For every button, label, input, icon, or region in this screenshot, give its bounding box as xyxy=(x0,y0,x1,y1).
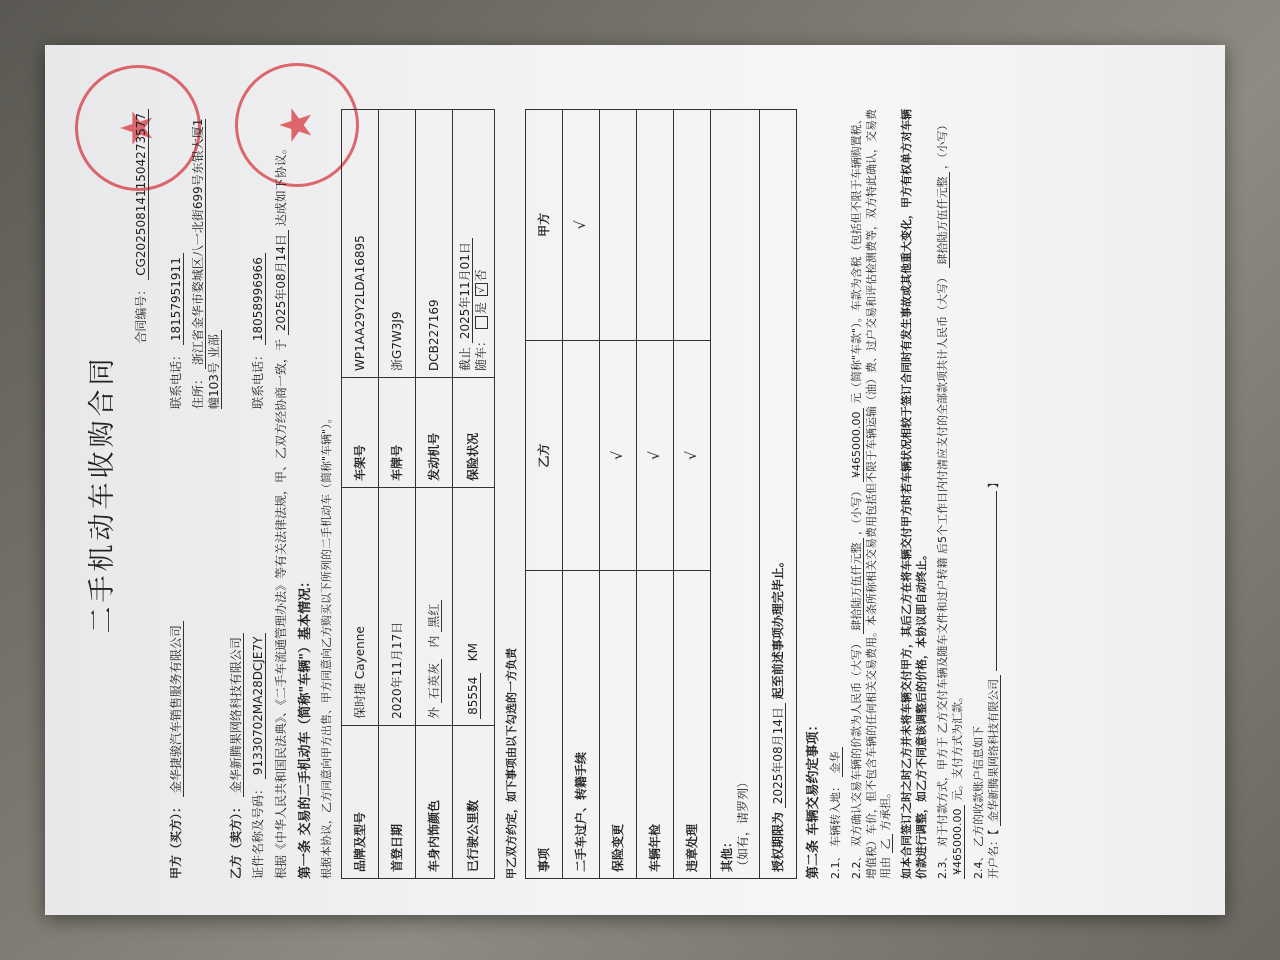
legal-basis-end: 达成如下协议。 xyxy=(273,142,288,227)
resp-item: 二手车过户、转籍手续 xyxy=(563,571,600,879)
table-header-row xyxy=(526,110,563,879)
reg-date-value: 2020年11月17日 xyxy=(379,487,416,725)
resp-party-b-check: √ xyxy=(600,340,637,571)
table-row xyxy=(453,110,494,879)
clause-number: 2.2、 xyxy=(849,850,863,879)
payment-in-words: 肆拾陆万伍仟元整 xyxy=(936,173,950,269)
color-outer-prefix: 外 xyxy=(427,706,442,719)
clause-text: 乙方交付车辆及随车文件和过户转籍 xyxy=(935,557,949,734)
vin-value: WP1AA29Y2LDA16895 xyxy=(342,110,379,378)
party-a-name: 金华捷骏汽车销售服务有限公司 xyxy=(169,621,184,797)
resp-party-a-check xyxy=(637,110,674,341)
color-value xyxy=(416,487,453,725)
resp-party-b-check xyxy=(563,340,600,571)
contract-paper xyxy=(45,45,1225,915)
color-inner: 黑红 xyxy=(427,600,442,632)
checkbox-yes-label: 是 xyxy=(474,302,489,315)
clause-text: 对于付款方式，甲方于 xyxy=(935,737,949,847)
article-1-intro: 根据本协议，乙方同意向甲方出售、甲方同意向乙方购买以下所列的二手机动车（简称"车辆"）。 xyxy=(320,412,334,879)
party-b-phone: 18058996966 xyxy=(251,253,266,345)
party-b-phone-label: 联系电话： xyxy=(251,348,266,409)
insurance-value xyxy=(453,110,494,378)
clause-2-1 xyxy=(829,109,844,879)
resp-party-b-check: √ xyxy=(637,340,674,571)
clause-text: ，（小写） xyxy=(849,485,863,535)
clause-text: 元。支付方式为汇款。 xyxy=(950,691,964,802)
party-a-phone-label: 联系电话： xyxy=(168,348,183,409)
clause-2-4 xyxy=(972,109,1002,879)
rotated-document xyxy=(45,75,1225,915)
table-row xyxy=(379,110,416,879)
account-holder: 金华新腾果网络科技有限公司 xyxy=(987,675,1001,826)
clause-text: 方承担。 xyxy=(879,787,893,831)
party-b-id-label: 证件名称及号码： xyxy=(251,782,266,879)
article-1-title: 第一条 交易的二手机动车（简称"车辆"）基本情况： xyxy=(297,574,313,879)
table-row xyxy=(674,110,711,879)
insurance-transfer-label: 随车： xyxy=(474,335,489,372)
party-a-phone: 18157951911 xyxy=(169,253,184,345)
vehicle-info-table xyxy=(341,109,494,879)
checkbox-no-label: 否 xyxy=(474,269,489,282)
resp-header-item: 事项 xyxy=(526,571,563,879)
deadline-date: 2025年08月14日 xyxy=(771,703,786,808)
deadline-cell xyxy=(760,110,797,879)
mileage-value xyxy=(453,487,494,725)
destination-value: 金华 xyxy=(829,748,843,778)
table-row xyxy=(342,110,379,879)
clause-number: 2.1、 xyxy=(828,850,842,879)
table-row xyxy=(563,110,600,879)
clause-text: 乙方的收款账户信息如下 xyxy=(971,726,985,847)
engine-label: 发动机号 xyxy=(416,378,453,488)
resp-item: 保险变更 xyxy=(600,571,637,879)
clause-text: 双方确认交易车辆的价款为人民币（大写） xyxy=(849,638,863,847)
price-in-figures: ¥465000.00 xyxy=(850,408,864,482)
table-row xyxy=(760,110,797,879)
brand-value: 保时捷 Cayenne xyxy=(342,487,379,725)
insurance-label: 保险状况 xyxy=(453,378,494,488)
table-row xyxy=(637,110,674,879)
clause-2-2 xyxy=(850,109,895,879)
engine-value: DCB227169 xyxy=(416,110,453,378)
plate-value: 浙G7W3J9 xyxy=(379,110,416,378)
mileage-unit: KM xyxy=(466,643,481,662)
color-outer: 石英灰 xyxy=(427,659,442,703)
bracket-close: 】 xyxy=(986,477,1000,488)
party-b-id: 91330702MA28DCJE7Y xyxy=(251,633,266,780)
contract-title: 二手机动车收购合同 xyxy=(87,354,118,634)
other-cell xyxy=(711,110,760,879)
account-holder-label: 开户名：【 xyxy=(986,829,1000,879)
resp-party-a-check xyxy=(600,110,637,341)
other-label: 其他： xyxy=(720,835,735,872)
mileage-number: 85554 xyxy=(466,673,481,719)
party-b-name: 金华新腾果网络科技有限公司 xyxy=(229,633,244,797)
resp-party-b-check: √ xyxy=(674,340,711,571)
clause-text: 元（简称"车款"）。车款为含税（包括但不限于车辆购置税、增值税）车价，但不包含车辆的任何相关交易费用。本条所称相关交易费用包括但不限于车辆运输（油）费、过户交易和评估检测费等，双方特此确认，交易费用由 xyxy=(849,109,893,879)
seal-star-icon: ★ xyxy=(271,105,323,145)
clause-text: ，（小写） xyxy=(935,119,949,169)
resp-item: 车辆年检 xyxy=(637,571,674,879)
clause-number: 2.4、 xyxy=(971,850,985,879)
clause-text: 车辆转入地： xyxy=(828,781,842,847)
clause-2-2-bold: 如本合同签订之时之时乙方并未将车辆交付甲方，其后乙方在将车辆交付甲方时若车辆状况相较于签订合同时有发生事故或其他重大变化，甲方有权单方对车辆价款进行调整，如乙方不同意该调整后的价格，本协议即自动终止。 xyxy=(900,109,929,879)
plate-label: 车牌号 xyxy=(379,378,416,488)
party-b-label: 乙方（卖方）： xyxy=(229,800,244,879)
other-note: （如有，请罗列） xyxy=(736,775,751,872)
legal-basis-text: 根据《中华人民共和国民法典》、《二手车流通管理办法》等有关法律法规，甲、乙双方经协商一致，于 xyxy=(273,338,288,879)
resp-item: 违章处理 xyxy=(674,571,711,879)
clause-2-3 xyxy=(936,109,966,879)
blank-line xyxy=(996,492,997,672)
contract-no-label: 合同编号： xyxy=(134,283,149,344)
legal-basis xyxy=(273,109,289,879)
insurance-expiry: 2025年11月01日 xyxy=(458,238,473,343)
color-label: 车身内饰颜色 xyxy=(416,725,453,878)
contract-no-value: CG2025081411504273577 xyxy=(134,109,149,280)
table-row xyxy=(416,110,453,879)
article-2-title: 第二条 车辆交易约定事项： xyxy=(806,718,822,879)
party-a-label: 甲方（买方）： xyxy=(168,800,183,879)
party-b-row xyxy=(228,109,244,879)
resp-header-party-a: 甲方 xyxy=(526,110,563,341)
brand-label: 品牌及型号 xyxy=(342,725,379,878)
party-a-address-row xyxy=(190,109,222,879)
table-row xyxy=(711,110,760,879)
checkbox-yes[interactable] xyxy=(475,316,488,329)
party-a-address-label: 住所： xyxy=(190,372,205,409)
resp-party-a-check: √ xyxy=(563,110,600,341)
vin-label: 车架号 xyxy=(342,378,379,488)
resp-header-party-b: 乙方 xyxy=(526,340,563,571)
insurance-expiry-prefix: 截止 xyxy=(458,347,473,372)
price-in-words: 肆拾陆万伍仟元整 xyxy=(850,539,864,635)
deadline-text: 起至前述事项办理完毕止。 xyxy=(771,555,786,700)
table-row xyxy=(600,110,637,879)
color-inner-prefix: 内 xyxy=(427,635,442,648)
party-a-row xyxy=(168,109,184,879)
checkbox-no[interactable]: √ xyxy=(475,283,488,296)
responsibility-table xyxy=(525,109,797,879)
clause-number: 2.3、 xyxy=(935,850,949,879)
resp-party-a-check xyxy=(674,110,711,341)
party-b-id-row xyxy=(250,109,266,879)
mileage-label: 已行驶公里数 xyxy=(453,725,494,878)
clause-text: 后5个工作日内付清应支付的全部款项共计人民币（大写） xyxy=(935,272,949,554)
fee-payer: 乙 xyxy=(879,835,893,854)
contract-number xyxy=(133,109,149,879)
payment-in-figures: ¥465000.00 xyxy=(951,805,965,879)
seal-star-icon: ★ xyxy=(112,108,164,148)
responsibility-intro: 甲乙双方约定，如下事项由以下勾选的一方负责 xyxy=(504,648,518,879)
deadline-label: 授权期限为 xyxy=(771,811,786,872)
reg-date-label: 首登日期 xyxy=(379,725,416,878)
party-a-address: 浙江省金华市婺城区八一北街699号东银大厦1幢103号 业部 xyxy=(190,118,221,409)
agreement-date: 2025年08月14日 xyxy=(274,230,289,335)
